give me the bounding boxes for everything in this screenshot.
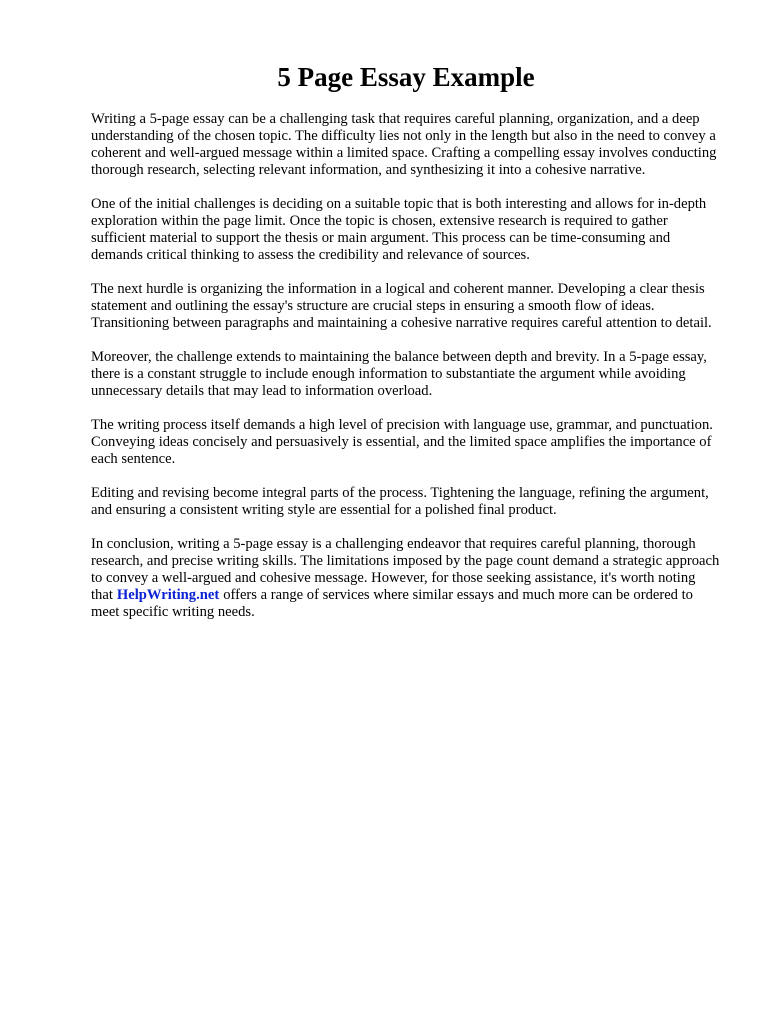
- conclusion-text-after-link: offers a range of services where similar essays and much more can be ordered to meet specific writing needs.: [91, 587, 693, 620]
- paragraph-writing-process: The writing process itself demands a high level of precision with language use, grammar, and punctuation. Conveying ideas concisely and persuasively is essential, and the limited space amplifies the importance of each sentence.: [91, 417, 713, 467]
- helpwriting-link[interactable]: HelpWriting.net: [116, 587, 220, 603]
- paragraph-editing: Editing and revising become integral parts of the process. Tightening the language, refining the argument, and ensuring a consistent writing style are essential for a polished final product.: [91, 485, 709, 518]
- paragraph-topic: One of the initial challenges is deciding on a suitable topic that is both interesting and allows for in-depth exploration within the page limit. Once the topic is chosen, extensive research is required to gather sufficient material to support the thesis or main argument. This process can be time-consuming and demands critical thinking to assess the credibility and relevance of sources.: [91, 196, 707, 263]
- page-title: 5 Page Essay Example: [277, 62, 535, 92]
- paragraph-balance: Moreover, the challenge extends to maintaining the balance between depth and brevity. In a 5-page essay, there is a constant struggle to include enough information to substantiate the argument while avoiding unnecessary details that may lead to information overload.: [91, 349, 707, 399]
- paragraph-intro: Writing a 5-page essay can be a challenging task that requires careful planning, organization, and a deep understanding of the chosen topic. The difficulty lies not only in the length but also in the need to convey a coherent and well-argued message within a limited space. Crafting a compelling essay involves conducting thorough research, selecting relevant information, and synthesizing it into a cohesive narrative.: [91, 111, 717, 178]
- paragraph-organization: The next hurdle is organizing the information in a logical and coherent manner. Developing a clear thesis statement and outlining the essay's structure are crucial steps in ensuring a smooth flow of ideas. Transitioning between paragraphs and maintaining a cohesive narrative requires careful attention to detail.: [91, 281, 712, 331]
- paragraph-conclusion: [91, 536, 723, 621]
- conclusion-text-before-link: In conclusion, writing a 5-page essay is a challenging endeavor that requires careful planning, thorough research, and precise writing skills. The limitations imposed by the page count demand a strategic approach to convey a well-argued and cohesive message. However, for those seeking assistance, it's worth noting that: [91, 536, 720, 603]
- essay-body: [91, 111, 723, 638]
